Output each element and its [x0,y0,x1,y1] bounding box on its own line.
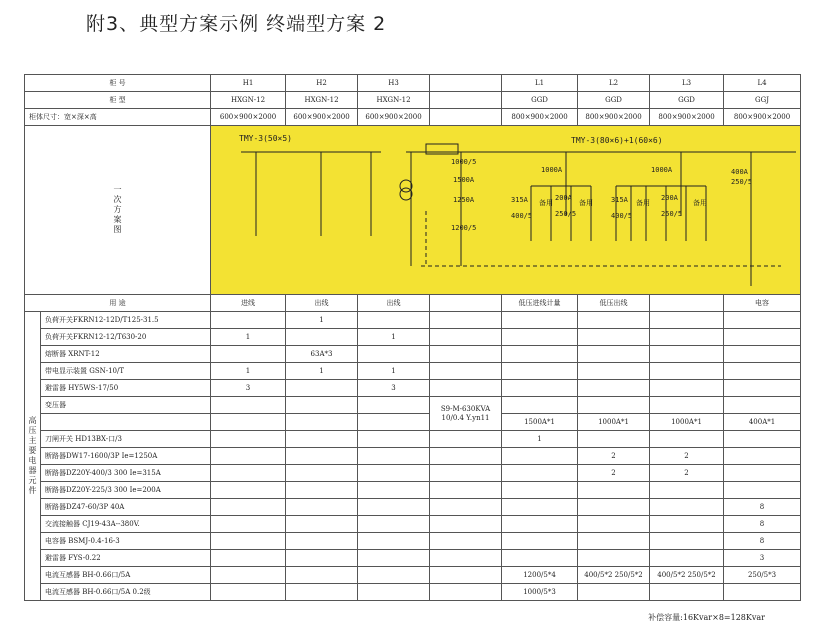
component-value: 1000A*1 [578,414,650,431]
component-value [502,397,578,414]
cab-type: GGJ [724,92,801,109]
component-label: 断路器DW17-1600/3P Ie=1250A [41,448,211,465]
component-value [211,465,286,482]
component-value [650,499,724,516]
l4-400a-label: 400A [731,168,748,176]
component-value [286,550,358,567]
component-value: 1 [286,312,358,329]
component-label: 带电显示装置 GSN-10/T [41,363,211,380]
component-label: 电流互感器 BH-0.66口/5A 0.2级 [41,584,211,601]
component-value [211,584,286,601]
component-value [724,346,801,363]
component-label: 负荷开关FKRN12-12/T630-20 [41,329,211,346]
component-label: 避雷器 FYS-0.22 [41,550,211,567]
component-value [430,567,502,584]
spare-a-label: 备用 [539,199,554,207]
component-label: 断路器DZ20Y-225/3 300 Ie=200A [41,482,211,499]
component-label: 电流互感器 BH-0.66口/5A [41,567,211,584]
component-value [211,448,286,465]
cab-size: 800×900×2000 [724,109,801,126]
component-value [578,346,650,363]
l2-315-label: 315A [511,196,528,204]
component-value [502,499,578,516]
component-value [286,465,358,482]
cab-type: GGD [578,92,650,109]
component-label: 交流接触器 CJ19-43A--380V. [41,516,211,533]
component-value: 3 [724,550,801,567]
component-value [211,482,286,499]
component-value [650,431,724,448]
component-label: 变压器 [41,397,211,414]
component-value: 8 [724,533,801,550]
row-cabinet-type [25,92,801,109]
component-row [25,329,801,346]
component-value [650,312,724,329]
component-value [502,380,578,397]
component-value [211,567,286,584]
spare-d-label: 备用 [693,199,708,207]
component-label: 负荷开关FKRN12-12D/T125-31.5 [41,312,211,329]
row-cabinet-size [25,109,801,126]
component-row [25,550,801,567]
component-value [430,584,502,601]
diagram-label: 一次方案图 [113,185,122,235]
component-value: 8 [724,516,801,533]
component-value [358,312,430,329]
component-value: 2 [578,448,650,465]
l3-200-label: 200A [661,194,678,202]
component-value [211,312,286,329]
component-value [358,414,430,431]
group-label: 高压主要电器元件 [28,416,37,496]
component-value [430,312,502,329]
component-value [211,414,286,431]
component-label: 断路器DZ20Y-400/3 300 Ie=315A [41,465,211,482]
component-value [286,567,358,584]
bus-left-label: TMY-3(50×5) [239,134,292,143]
single-line-diagram [211,126,801,295]
cab-size: 600×900×2000 [211,109,286,126]
component-value [430,482,502,499]
component-value: 1500A*1 [502,414,578,431]
component-value [578,363,650,380]
cab-use [430,295,502,312]
component-value [650,550,724,567]
component-value [724,329,801,346]
component-value: 63A*3 [286,346,358,363]
component-value [724,482,801,499]
component-row [25,465,801,482]
component-value: 1 [358,363,430,380]
component-value [650,329,724,346]
component-value [578,431,650,448]
component-value [358,431,430,448]
cab-type: HXGN-12 [358,92,430,109]
component-row [25,482,801,499]
component-label [41,414,211,431]
component-value [502,346,578,363]
component-row [25,448,801,465]
component-value [724,448,801,465]
component-value [430,329,502,346]
component-value: 2 [578,465,650,482]
component-value [430,550,502,567]
component-value [358,482,430,499]
component-value [430,346,502,363]
component-value [650,533,724,550]
component-value [724,431,801,448]
component-value [430,533,502,550]
component-value [430,465,502,482]
component-value [286,380,358,397]
component-value [502,550,578,567]
cab-no: H1 [211,75,286,92]
component-row [25,567,801,584]
component-value [650,363,724,380]
component-value [502,448,578,465]
component-value [502,329,578,346]
component-value [650,516,724,533]
cab-no: L4 [724,75,801,92]
component-value [286,414,358,431]
l2-250-5-label: 250/5 [555,210,577,218]
ct-1000-label: 1000/5 [451,158,477,166]
group-label-cell [25,312,41,601]
cab-type: GGD [650,92,724,109]
l3-315-label: 315A [611,196,628,204]
component-value [358,397,430,414]
component-value [724,363,801,380]
component-value [724,312,801,329]
component-value [286,482,358,499]
cab-size: 800×900×2000 [578,109,650,126]
component-value [358,516,430,533]
component-value: 2 [650,465,724,482]
cab-size: 600×900×2000 [358,109,430,126]
l2-400-5-label: 400/5 [511,212,533,220]
component-label: 电容器 BSMJ-0.4-16-3 [41,533,211,550]
cab-type: HXGN-12 [286,92,358,109]
row-cabinet-no [25,75,801,92]
component-value [286,533,358,550]
diagram-label-cell [25,126,211,295]
component-row [25,380,801,397]
rating-1500-label: 1500A [453,176,475,184]
component-value [430,380,502,397]
component-value: 1000A*1 [650,414,724,431]
component-value: 400/5*2 250/5*2 [650,567,724,584]
component-value [724,584,801,601]
component-value: 250/5*3 [724,567,801,584]
component-value [286,448,358,465]
cab-use: 低压出线 [578,295,650,312]
component-value [430,363,502,380]
l2-200-label: 200A [555,194,572,202]
cab-no: L3 [650,75,724,92]
component-value [578,516,650,533]
cab-use: 电容 [724,295,801,312]
component-label: 刀闸开关 HD13BX-口/3 [41,431,211,448]
component-value [724,397,801,414]
cab-size [430,109,502,126]
component-value: 8 [724,499,801,516]
component-value [211,516,286,533]
component-value [578,550,650,567]
component-value [430,431,502,448]
component-value [358,346,430,363]
bus-right-label: TMY-3(80×6)+1(60×6) [571,136,663,145]
l3-main-label: 1000A [651,166,673,174]
cab-type [430,92,502,109]
cab-use: 进线 [211,295,286,312]
use-header: 用 途 [25,295,211,312]
component-row [25,397,801,414]
scheme-table [24,74,801,601]
component-value [650,482,724,499]
spare-c-label: 备用 [636,199,651,207]
cab-no: L1 [502,75,578,92]
component-value [502,465,578,482]
component-value: 3 [211,380,286,397]
component-value [430,448,502,465]
transformer-spec: S9-M-630KVA 10/0.4 Y.yn11 [430,397,502,431]
component-value: 3 [358,380,430,397]
component-value [650,584,724,601]
component-value [650,380,724,397]
component-value [286,431,358,448]
component-row [25,499,801,516]
component-value [650,397,724,414]
l4-250-5-label: 250/5 [731,178,753,186]
row-diagram [25,126,801,295]
component-value [724,380,801,397]
cabinet-type-header: 柜 型 [25,92,211,109]
component-value: 1 [358,329,430,346]
cab-use [650,295,724,312]
component-value [358,499,430,516]
table-body [25,75,801,601]
cab-size: 800×900×2000 [650,109,724,126]
cab-use: 出线 [358,295,430,312]
component-value [578,329,650,346]
diagram-wiring [211,126,801,294]
component-value [358,533,430,550]
component-value [211,431,286,448]
component-value: 1 [286,363,358,380]
row-use [25,295,801,312]
component-value [578,380,650,397]
component-value [286,397,358,414]
component-value [358,448,430,465]
component-label: 断路器DZ47-60/3P 40A [41,499,211,516]
component-value [211,550,286,567]
component-value [502,482,578,499]
size-header: 柜体尺寸：宽×深×高 [25,109,211,126]
spare-b-label: 备用 [579,199,594,207]
component-value [430,516,502,533]
component-value [502,363,578,380]
component-row [25,584,801,601]
cab-no [430,75,502,92]
component-row [25,431,801,448]
component-label: 熔断器 XRNT-12 [41,346,211,363]
component-value [502,533,578,550]
component-value [211,397,286,414]
ct-1200-label: 1200/5 [451,224,477,232]
component-value [358,465,430,482]
l2-main-label: 1000A [541,166,563,174]
component-value [286,329,358,346]
component-value [650,346,724,363]
component-value [578,482,650,499]
component-value [578,584,650,601]
cab-use: 出线 [286,295,358,312]
rating-1250-label: 1250A [453,196,475,204]
component-row [25,516,801,533]
component-value [211,533,286,550]
component-value: 400/5*2 250/5*2 [578,567,650,584]
component-row [25,414,801,431]
component-value [578,499,650,516]
component-value [502,516,578,533]
component-value [578,312,650,329]
cab-type: HXGN-12 [211,92,286,109]
component-value [286,516,358,533]
compensation-note: 补偿容量:16Kvar×8=128Kvar [648,613,765,622]
component-label: 避雷器 HY5WS-17/50 [41,380,211,397]
l3-400-5-label: 400/5 [611,212,633,220]
component-row [25,312,801,329]
page-title: 附3、典型方案示例 终端型方案 2 [86,13,387,35]
cab-no: H2 [286,75,358,92]
component-value [286,584,358,601]
cabinet-no-header: 柜 号 [25,75,211,92]
component-value [430,499,502,516]
cab-type: GGD [502,92,578,109]
cab-use: 低压进线计量 [502,295,578,312]
l3-250-5-label: 250/5 [661,210,683,218]
cab-no: L2 [578,75,650,92]
component-value [578,397,650,414]
component-value [211,346,286,363]
component-value: 1 [211,363,286,380]
component-value: 1000/5*3 [502,584,578,601]
component-value [358,550,430,567]
cab-no: H3 [358,75,430,92]
component-value [502,312,578,329]
component-row [25,363,801,380]
component-value: 1200/5*4 [502,567,578,584]
component-value: 2 [650,448,724,465]
cab-size: 800×900×2000 [502,109,578,126]
component-value [358,567,430,584]
component-value [578,533,650,550]
component-value [358,584,430,601]
component-value: 1 [211,329,286,346]
component-value [724,465,801,482]
component-value [211,499,286,516]
cab-size: 600×900×2000 [286,109,358,126]
component-value: 400A*1 [724,414,801,431]
component-row [25,346,801,363]
component-value [286,499,358,516]
component-row [25,533,801,550]
component-value: 1 [502,431,578,448]
